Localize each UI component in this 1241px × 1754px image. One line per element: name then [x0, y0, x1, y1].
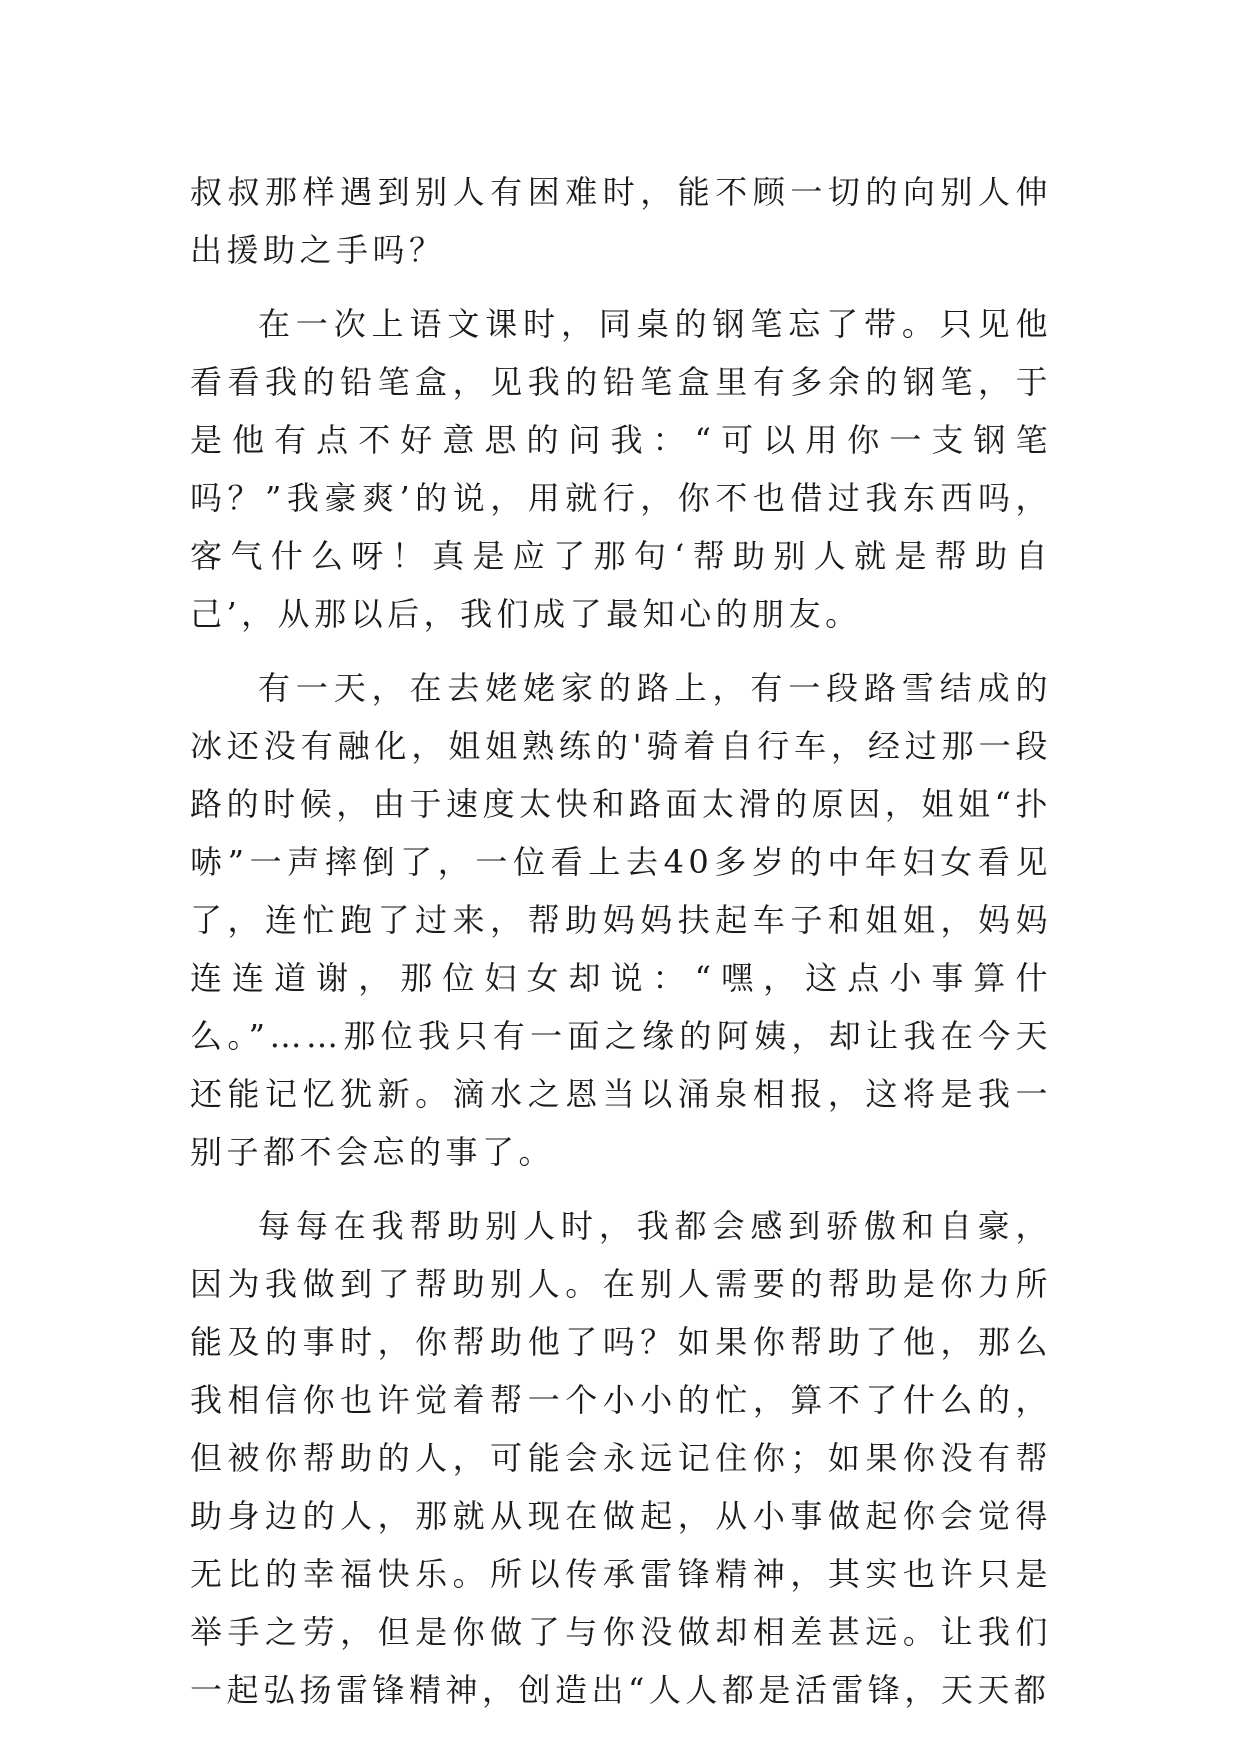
- paragraph-4: 每每在我帮助别人时，我都会感到骄傲和自豪，因为我做到了帮助别人。在别人需要的帮助是你力所能及的事时，你帮助他了吗？如果你帮助了他，那么我相信你也许觉着帮一个小小的忙，算不了什么的，但被你帮助的人，可能会永远记住你；如果你没有帮助身边的人，那就从现在做起，从小事做起你会觉得无比的幸福快乐。所以传承雷锋精神，其实也许只是举手之劳，但是你做了与你没做却相差甚远。让我们一起弘扬雷锋精神，创造出“人人都是活雷锋，天天都: [190, 1207, 1052, 1709]
- paragraph-2: 在一次上语文课时，同桌的钢笔忘了带。只见他看看我的铅笔盒，见我的铅笔盒里有多余的钢笔，于是他有点不好意思的问我：“可以用你一支钢笔吗？”我豪爽’的说，用就行，你不也借过我东西吗，客气什么呀！真是应了那句‘帮助别人就是帮助自己’，从那以后，我们成了最知心的朋友。: [190, 305, 1052, 633]
- paragraph-1: 叔叔那样遇到别人有困难时，能不顾一切的向别人伸出援助之手吗？: [190, 173, 1052, 269]
- document-body: [190, 163, 1052, 1735]
- paragraph-3: 有一天，在去姥姥家的路上，有一段路雪结成的冰还没有融化，姐姐熟练的'骑着自行车，经过那一段路的时候，由于速度太快和路面太滑的原因，姐姐“扑哧”一声摔倒了，一位看上去40多岁的中年妇女看见了，连忙跑了过来，帮助妈妈扶起车子和姐姐，妈妈连连道谢，那位妇女却说：“嘿，这点小事算什么。”……那位我只有一面之缘的阿姨，却让我在今天还能记忆犹新。滴水之恩当以涌泉相报，这将是我一别子都不会忘的事了。: [190, 669, 1052, 1171]
